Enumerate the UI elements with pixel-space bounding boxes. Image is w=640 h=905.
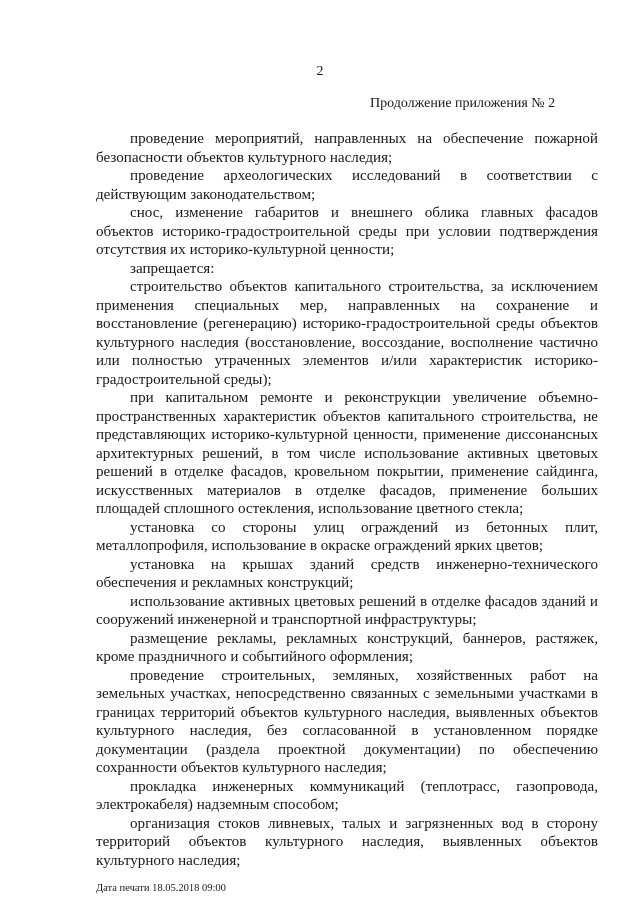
paragraph: организация стоков ливневых, талых и загрязненных вод в сторону территорий объектов культурного наследия, выявленных объектов культурного наследия; [96,815,598,869]
paragraph: проведение археологических исследований в соответствии с действующим законодательством; [96,168,598,203]
paragraph: прокладка инженерных коммуникаций (теплотрасс, газопровода, электрокабеля) надземным способом; [96,778,598,813]
document-body [96,130,598,870]
paragraph: запрещается: [130,260,215,277]
paragraph: при капитальном ремонте и реконструкции увеличение объемно-пространственных характеристик объектов капитального строительства, не представляющих историко-культурной ценности, применение диссонансных архитектурных решений, в том числе использование активных цветовых решений в отделке фасадов, кровельном покрытии, применение сайдинга, искусственных материалов в отделке фасадов, применение больших площадей сплошного остекления, использование цветного стекла; [96,390,598,517]
paragraph: снос, изменение габаритов и внешнего облика главных фасадов объектов историко-градостроительной среды при условии подтверждения отсутствия их историко-культурной ценности; [96,205,598,258]
paragraph: проведение строительных, земляных, хозяйственных работ на земельных участках, непосредственно связанных с земельными участками в границах территорий объектов культурного наследия, выявленных объектов культурного наследия, без согласованной в установленном порядке документации (раздела проектной документации) по обеспечению сохранности объектов культурного наследия; [96,667,598,776]
paragraph: проведение мероприятий, направленных на обеспечение пожарной безопасности объектов культурного наследия; [96,131,598,166]
page-number: 2 [316,64,324,79]
paragraph: размещение рекламы, рекламных конструкций, баннеров, растяжек, кроме праздничного и событийного оформления; [96,630,598,665]
paragraph: использование активных цветовых решений в отделке фасадов зданий и сооружений инженерной и транспортной инфраструктуры; [96,593,598,628]
paragraph: строительство объектов капитального строительства, за исключением применения специальных мер, направленных на сохранение и восстановление (регенерацию) историко-градостроительной среды объектов культурного наследия (восстановление, воссоздание, восполнение частично или полностью утраченных элементов и/или характеристик историко-градостроительной среды); [96,279,598,388]
print-date: Дата печати 18.05.2018 09:00 [96,883,226,894]
paragraph: установка со стороны улиц ограждений из бетонных плит, металлопрофиля, использование в окраске ограждений ярких цветов; [96,519,598,554]
continuation-heading: Продолжение приложения № 2 [370,96,556,111]
paragraph: установка на крышах зданий средств инженерно-технического обеспечения и рекламных конструкций; [96,556,598,591]
